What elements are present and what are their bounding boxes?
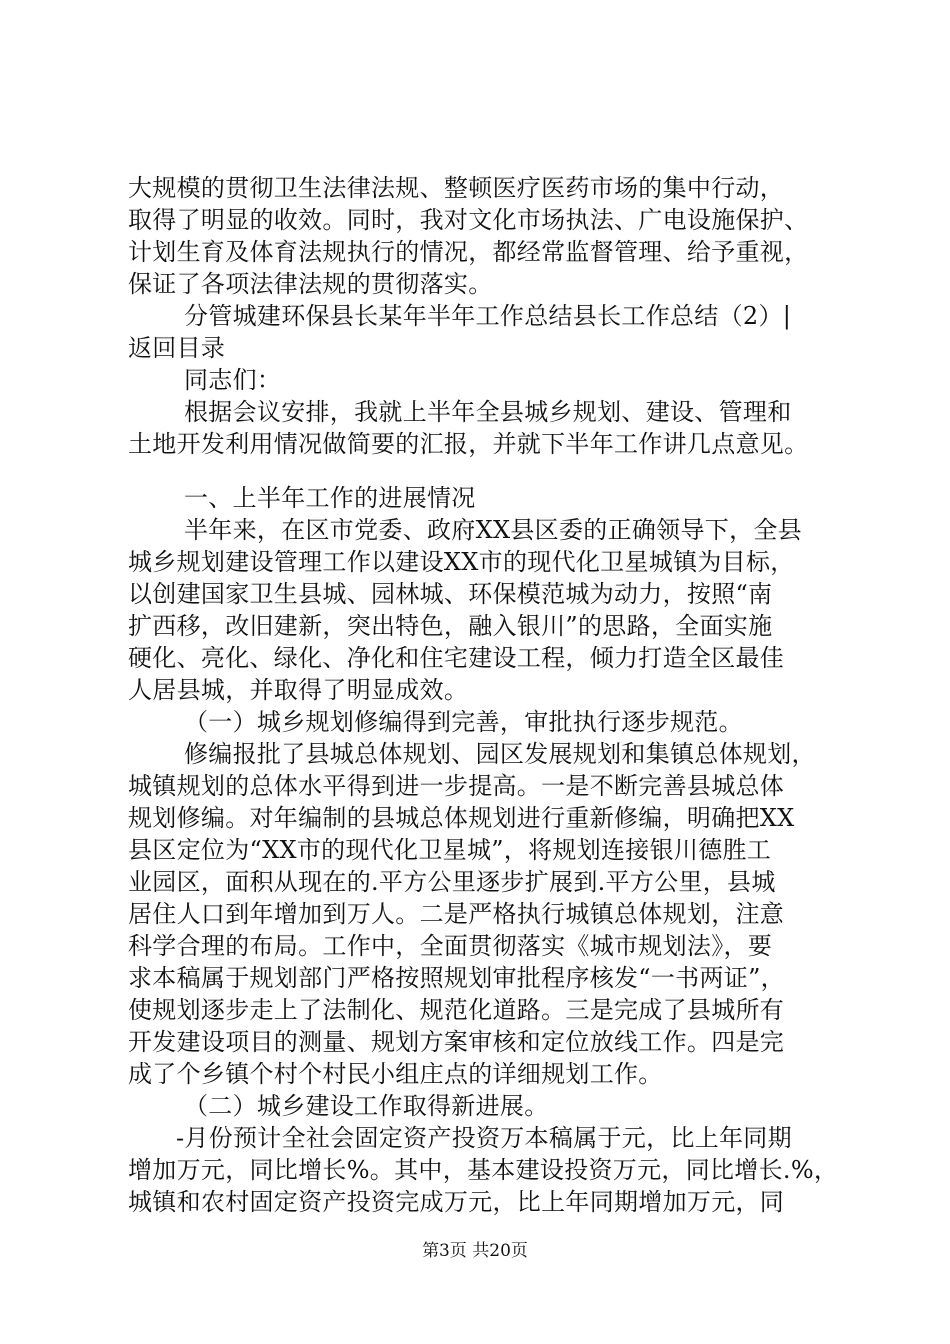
salutation: 同志们： <box>184 366 282 394</box>
subsection-heading: （一）城乡规划修编得到完善，审批执行逐步规范。 <box>184 708 743 736</box>
text-line: 县区定位为“XX市的现代化卫星城”，将规划连接银川德胜工 <box>128 836 772 864</box>
text-line: 增加万元，同比增长%。其中，基本建设投资万元，同比增长.%， <box>128 1156 839 1184</box>
text-line: 居住人口到年增加到万人。二是严格执行城镇总体规划，注意 <box>128 900 785 928</box>
text-line: 城乡规划建设管理工作以建设XX市的现代化卫星城镇为目标， <box>128 548 795 576</box>
text-line: 求本稿属于规划部门严格按照规划审批程序核发“一书两证”， <box>128 964 785 992</box>
text-line: 城镇规划的总体水平得到进一步提高。一是不断完善县城总体 <box>128 772 785 800</box>
text-line: 城镇和农村固定资产投资完成万元，比上年同期增加万元，同 <box>128 1188 785 1216</box>
text-line: -月份预计全社会固定资产投资万本稿属于元，比上年同期 <box>176 1124 792 1152</box>
text-line: 成了个乡镇个村个村民小组庄点的详细规划工作。 <box>128 1060 663 1088</box>
document-body <box>128 172 839 1218</box>
text-line: 开发建设项目的测量、规划方案审核和定位放线工作。四是完 <box>128 1028 785 1056</box>
text-line: 科学合理的布局。工作中，全面贯彻落实《城市规划法》，要 <box>128 932 773 960</box>
text-line: 半年来，在区市党委、政府XX县区委的正确领导下，全县 <box>184 516 802 544</box>
text-line: 取得了明显的收效。同时，我对文化市场执法、广电设施保护、 <box>128 206 809 234</box>
text-line: 规划修编。对年编制的县城总体规划进行重新修编，明确把XX <box>128 804 795 832</box>
page-footer: 第3页 共20页 <box>422 1241 528 1261</box>
text-line: 以创建国家卫生县城、园林城、环保模范城为动力，按照“南 <box>128 580 773 608</box>
paragraph-gap <box>128 460 828 482</box>
section-link-title[interactable]: 分管城建环保县长某年半年工作总结县长工作总结（2）| <box>184 302 792 330</box>
text-line: 扩西移，改旧建新，突出特色，融入银川”的思路，全面实施 <box>128 612 773 640</box>
text-line: 业园区，面积从现在的.平方公里逐步扩展到.平方公里，县城 <box>128 868 776 896</box>
text-line: 大规模的贯彻卫生法律法规、整顿医疗医药市场的集中行动， <box>128 174 785 202</box>
text-line: 土地开发利用情况做简要的汇报，并就下半年工作讲几点意见。 <box>128 430 809 458</box>
text-line: 根据会议安排，我就上半年全县城乡规划、建设、管理和 <box>184 398 792 426</box>
text-line: 修编报批了县城总体规划、园区发展规划和集镇总体规划， <box>184 740 816 768</box>
text-line: 硬化、亮化、绿化、净化和住宅建设工程，倾力打造全区最佳 <box>128 644 785 672</box>
section-heading: 一、上半年工作的进展情况 <box>184 484 476 512</box>
text-line: 保证了各项法律法规的贯彻落实。 <box>128 270 493 298</box>
text-line: 使规划逐步走上了法制化、规范化道路。三是完成了县城所有 <box>128 996 785 1024</box>
return-toc-link[interactable]: 返回目录 <box>128 334 226 362</box>
text-line: 计划生育及体育法规执行的情况，都经常监督管理、给予重视， <box>128 238 809 266</box>
text-line: 人居县城，并取得了明显成效。 <box>128 676 469 704</box>
subsection-heading: （二）城乡建设工作取得新进展。 <box>184 1092 549 1120</box>
